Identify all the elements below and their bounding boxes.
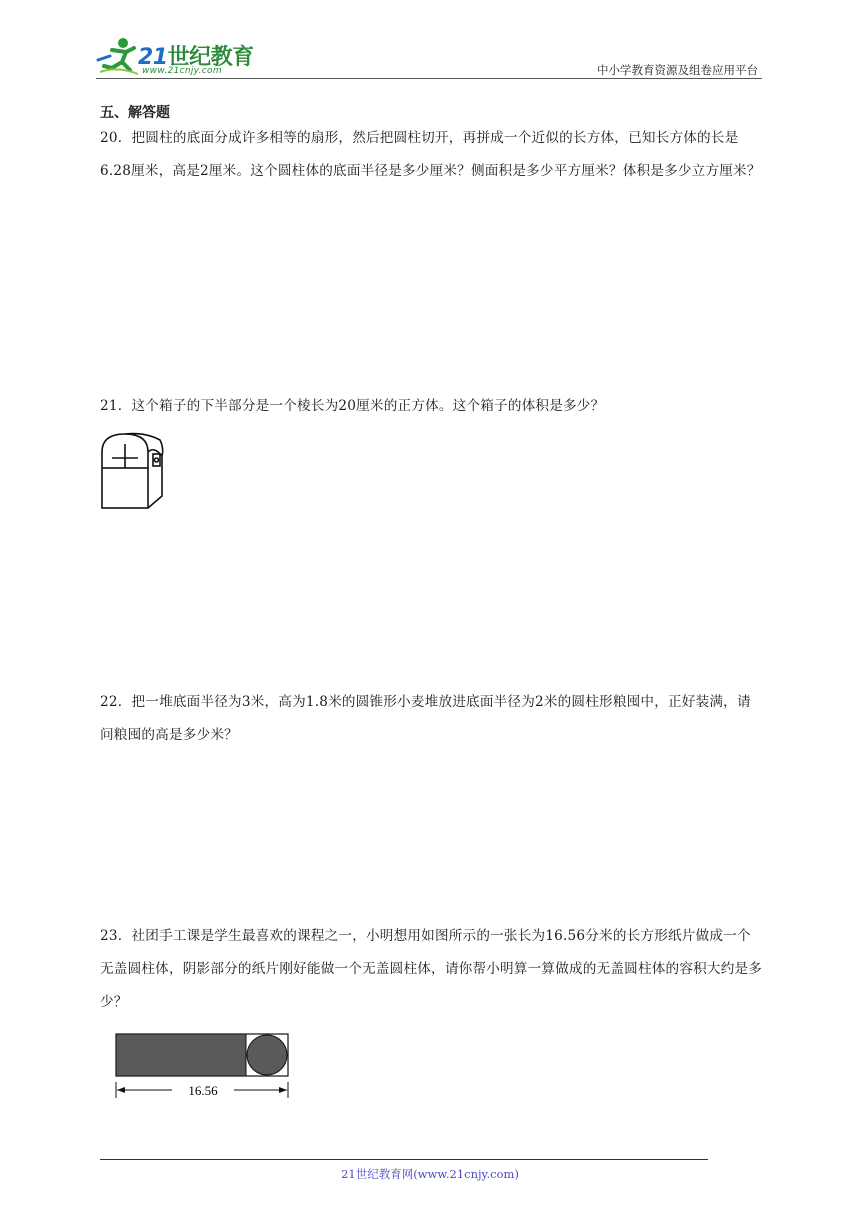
question-text: 这个箱子的下半部分是一个棱长为20厘米的正方体。这个箱子的体积是多少？ [131,398,605,414]
dimension-label: 16.56 [188,1083,218,1098]
footer-link[interactable]: 21世纪教育网(www.21cnjy.com) [341,1167,519,1181]
header-divider [96,78,762,79]
shaded-circle [247,1035,287,1075]
site-logo[interactable] [96,36,266,80]
paper-strip-figure [112,1032,292,1102]
box-front-face [102,468,148,508]
logo-text: 21世纪教育 [138,45,254,70]
question-23 [100,920,764,1019]
platform-name: 中小学教育资源及组卷应用平台 [597,63,758,77]
section-title: 五、解答题 [100,105,170,121]
question-text: 社团手工课是学生最喜欢的课程之一，小明想用如图所示的一张长为16.56分米的长方形纸片做成一个无盖圆柱体，阴影部分的纸片刚好能做一个无盖圆柱体，请你帮小明算一算做成的无盖圆柱体的容积大约是多少？ [100,928,763,1010]
treasure-box-figure [100,430,170,512]
question-22 [100,686,764,752]
logo-url: www.21cnjy.com [142,66,222,76]
question-20 [100,122,764,188]
question-21 [100,390,764,423]
question-text: 把一堆底面半径为3米，高为1.8米的圆锥形小麦堆放进底面半径为2米的圆柱形粮囤中，正好装满，请问粮囤的高是多少米？ [100,694,751,743]
question-number: 22． [100,694,132,710]
question-text: 把圆柱的底面分成许多相等的扇形，然后把圆柱切开，再拼成一个近似的长方体，已知长方体的长是6.28厘米，高是2厘米。这个圆柱体的底面半径是多少厘米？侧面积是多少平方厘米？体积是多少立方厘米？ [100,130,761,179]
box-side [125,434,163,508]
shaded-rectangle [116,1034,246,1076]
page-header [96,28,764,80]
runner-logo-icon [96,36,140,78]
question-number: 20． [100,130,132,146]
footer-divider [100,1159,708,1160]
question-number: 23． [100,928,132,944]
question-number: 21． [100,398,132,414]
